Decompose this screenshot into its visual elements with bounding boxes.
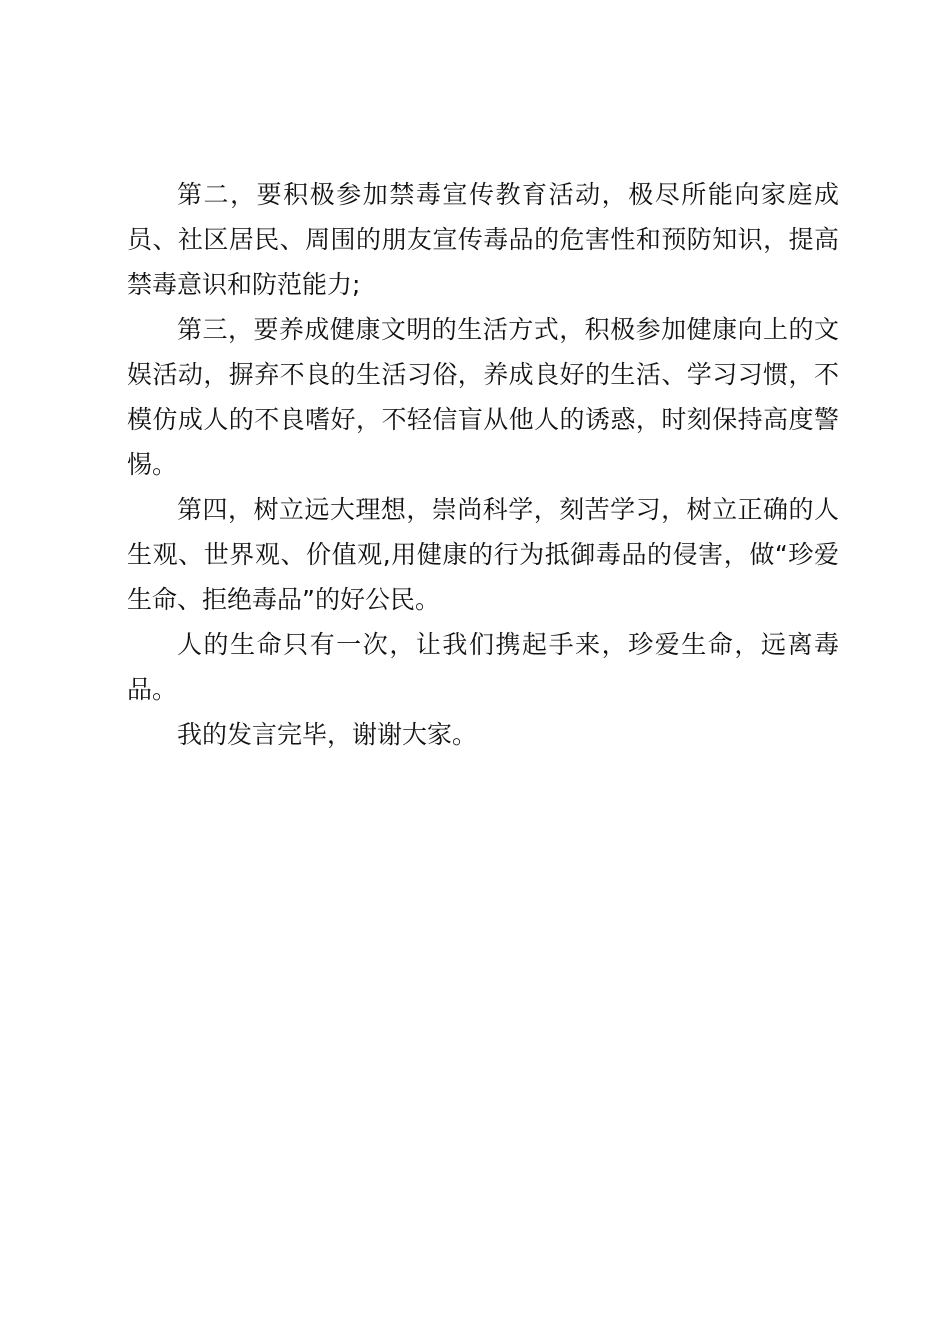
paragraph-third-point: 第三，要养成健康文明的生活方式，积极参加健康向上的文娱活动，摒弃不良的生活习俗，养成良好的生活、学习习惯，不模仿成人的不良嗜好，不轻信盲从他人的诱惑，时刻保持高度警惕。 (127, 315, 839, 479)
paragraph-fourth-point: 第四，树立远大理想，崇尚科学，刻苦学习，树立正确的人生观、世界观、价值观,用健康的行为抵御毒品的侵害，做“珍爱生命、拒绝毒品”的好公民。 (127, 495, 839, 614)
paragraph-closing: 我的发言完毕，谢谢大家。 (177, 720, 478, 749)
paragraph-second-point: 第二，要积极参加禁毒宣传教育活动，极尽所能向家庭成员、社区居民、周围的朋友宣传毒品的危害性和预防知识，提高禁毒意识和防范能力; (127, 180, 839, 299)
document-body (127, 172, 839, 757)
paragraph-call-to-action: 人的生命只有一次，让我们携起手来，珍爱生命，远离毒品。 (127, 630, 839, 704)
